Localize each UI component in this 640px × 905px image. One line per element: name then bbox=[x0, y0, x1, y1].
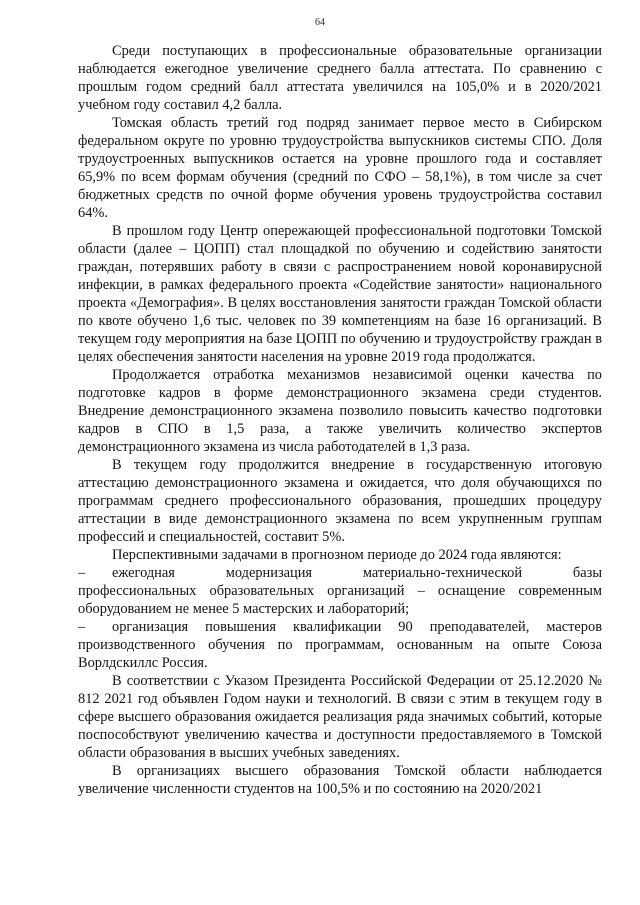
paragraph: В соответствии с Указом Президента Российской Федерации от 25.12.2020 № 812 2021 год объявлен Годом науки и технологий. В связи с этим в текущем году в сфере высшего образования ожидается реализация ряда значимых событий, которые поспособствуют увеличению качества и доступности предоставляемого в Томской области образования в высших учебных заведениях. bbox=[78, 673, 602, 761]
paragraph: Перспективными задачами в прогнозном периоде до 2024 года являются: bbox=[112, 547, 562, 563]
paragraph: В организациях высшего образования Томской области наблюдается увеличение численности студентов на 100,5% и по состоянию на 2020/2021 bbox=[78, 763, 602, 797]
list-item bbox=[78, 564, 602, 618]
list-marker: – bbox=[78, 619, 86, 635]
paragraph: Среди поступающих в профессиональные образовательные организации наблюдается ежегодное увеличение среднего балла аттестата. По сравнению с прошлым годом средний балл аттестата увеличился на 105,0% и в 2020/2021 учебном году составил 4,2 балла. bbox=[78, 43, 602, 113]
list-item-text: организация повышения квалификации 90 преподавателей, мастеров bbox=[112, 619, 602, 635]
paragraph: Продолжается отработка механизмов независимой оценки качества по подготовке кадров в форме демонстрационного экзамена среди студентов. Внедрение демонстрационного экзамена позволило повысить качество подготовки кадров в СПО в 1,5 раза, а также увеличить количество экспертов демонстрационного экзамена из числа работодателей в 1,3 раза. bbox=[78, 367, 602, 455]
list-item-first-line bbox=[78, 564, 602, 582]
paragraph: В прошлом году Центр опережающей профессиональной подготовки Томской области (далее – ЦОПП) стал площадкой по обучению и содействию занятости граждан, потерявших работу в связи с распространением новой коронавирусной инфекции, в рамках федерального проекта «Содействие занятости» национального проекта «Демография». В целях восстановления занятости граждан Томской области по квоте обучено 1,6 тыс. человек по 39 компетенциям на базе 16 организаций. В текущем году мероприятия на базе ЦОПП по обучению и трудоустройству граждан в целях обеспечения занятости населения на уровне 2019 года продолжатся. bbox=[78, 223, 602, 365]
list-item-first-line bbox=[78, 618, 602, 636]
list-item-text: ежегодная модернизация материально-технической базы bbox=[112, 565, 602, 581]
document-body bbox=[78, 42, 602, 798]
list-item-continuation: профессиональных образовательных организаций – оснащение современным оборудованием не менее 5 мастерских и лабораторий; bbox=[78, 583, 602, 617]
list-item bbox=[78, 618, 602, 672]
page-number: 64 bbox=[315, 17, 325, 28]
list-item-continuation: производственного обучения по программам, основанным на опыте Союза Ворлдскиллс Россия. bbox=[78, 637, 602, 671]
list-marker: – bbox=[78, 565, 86, 581]
paragraph: Томская область третий год подряд занимает первое место в Сибирском федеральном округе по уровню трудоустройства выпускников системы СПО. Доля трудоустроенных выпускников остается на уровне прошлого года и составляет 65,9% по всем формам обучения (средний по СФО – 58,1%), в том числе за счет бюджетных средств по очной форме обучения уровень трудоустройства составил 64%. bbox=[78, 115, 602, 221]
paragraph: В текущем году продолжится внедрение в государственную итоговую аттестацию демонстрационного экзамена и ожидается, что доля обучающихся по программам среднего профессионального образования, прошедших процедуру аттестации в виде демонстрационного экзамена по всем укрупненным группам профессий и специальностей, составит 5%. bbox=[78, 457, 602, 545]
